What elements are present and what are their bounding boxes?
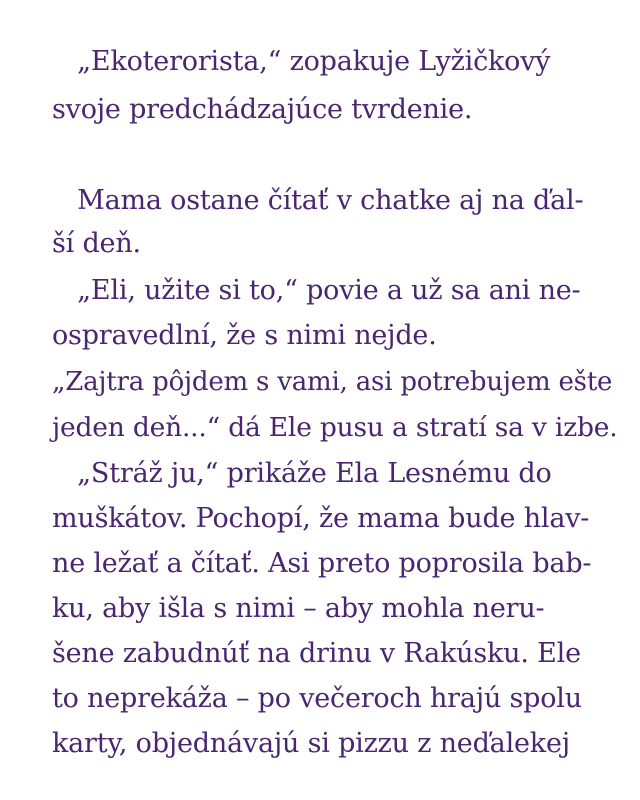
text-line: ne ležať a čítať. Asi preto poprosila bab-	[52, 548, 592, 579]
text-line: Mama ostane čítať v chatke aj na ďal-	[52, 185, 584, 216]
text-line: ku, aby išla s nimi – aby mohla neru-	[52, 593, 545, 624]
text-line: ší deň.	[52, 228, 141, 259]
text-line: „Zajtra pôjdem s vami, asi potrebujem ešte	[52, 367, 613, 397]
text-line: to neprekáža – po večeroch hrajú spolu	[52, 683, 582, 714]
text-line: ospravedlní, že s nimi nejde.	[52, 320, 437, 351]
text-line: svoje predchádzajúce tvrdenie.	[52, 94, 473, 125]
text-line: šene zabudnúť na drinu v Rakúsku. Ele	[52, 638, 581, 669]
text-line: muškátov. Pochopí, že mama bude hlav-	[52, 503, 590, 534]
text-line: „Stráž ju,“ prikáže Ela Lesnému do	[52, 458, 552, 489]
text-line: karty, objednávajú si pizzu z neďalekej	[52, 728, 570, 759]
text-line: jeden deň...“ dá Ele pusu a stratí sa v izbe.	[52, 412, 618, 443]
text-line: „Ekoterorista,“ zopakuje Lyžičkový	[52, 46, 551, 77]
text-line: „Eli, užite si to,“ povie a už sa ani ne-	[52, 275, 581, 306]
